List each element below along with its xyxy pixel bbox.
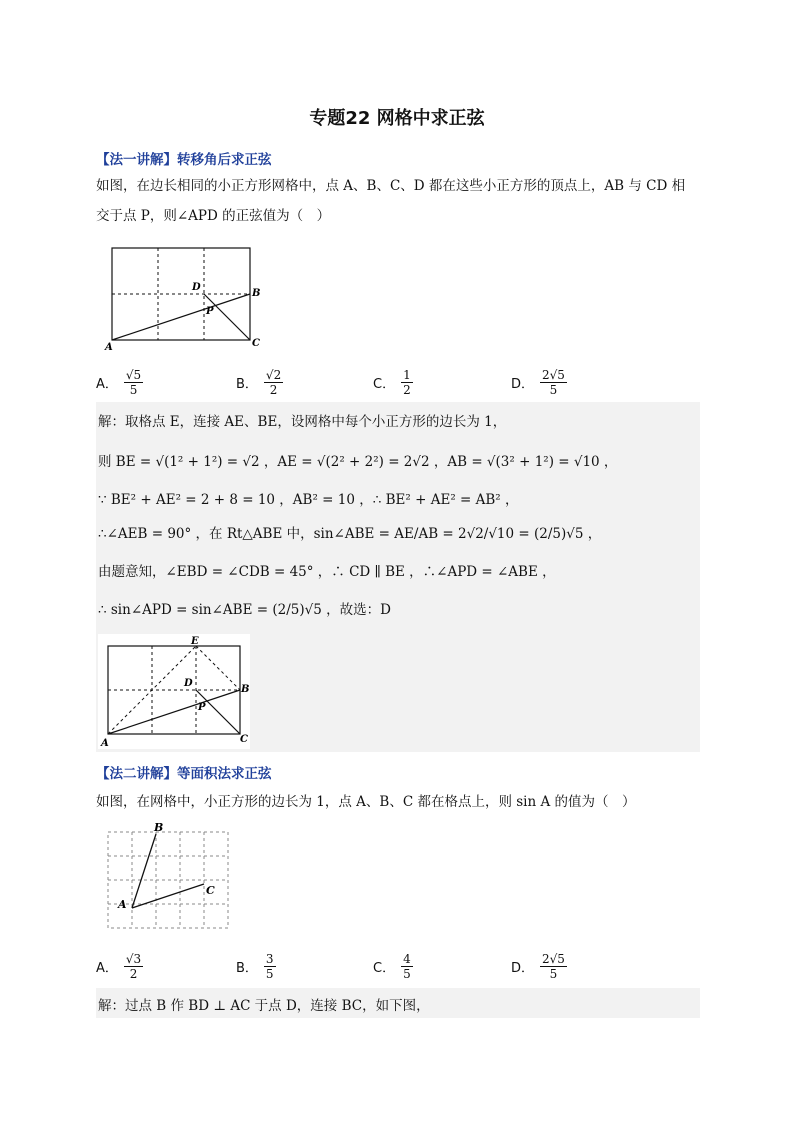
figure-solution-method1 (98, 634, 250, 749)
question2: 如图，在网格中，小正方形的边长为 1，点 A、B、C 都在格点上，则 sin A 的值为（ ） (96, 794, 636, 810)
section-heading-method1: 【法一讲解】转移角后求正弦 (96, 152, 272, 168)
option2-b[interactable]: B． $\frac{3}{5}$ (236, 951, 274, 981)
sol-point-label-c: C (240, 734, 248, 745)
solution2-line1: 解：过点 B 作 BD ⊥ AC 于点 D，连接 BC，如下图， (98, 998, 430, 1014)
point-label-b: B (252, 288, 261, 299)
options-method2 (96, 946, 700, 986)
solution1-line6: ∴ sin∠APD = sin∠ABE = (2/5)√5 ，故选：D (98, 602, 391, 618)
q2-point-label-b: B (154, 822, 164, 834)
option2-d[interactable]: D． $\frac{2√5}{5}$ (511, 951, 565, 981)
option-b[interactable]: B． $\frac{√2}{2}$ (236, 367, 282, 397)
point-label-c: C (252, 338, 260, 349)
sol-point-label-e: E (191, 636, 199, 647)
solution1-line2: 则 BE = √(1² + 1²) = √2 ，AE = √(2² + 2²) = 2√2 ，AB = √(3² + 1²) = √10 ， (98, 454, 618, 470)
option-a[interactable]: A． $\frac{√5}{5}$ (96, 367, 142, 397)
q2-point-label-a: A (118, 898, 127, 911)
sol-point-label-a: A (101, 738, 109, 749)
point-label-d: D (192, 282, 201, 293)
question1-line1: 如图，在边长相同的小正方形网格中，点 A、B、C、D 都在这些小正方形的顶点上，AB 与 CD 相 (96, 178, 686, 194)
page-title: 专题22 网格中求正弦 (309, 108, 485, 129)
solution1-line1: 解：取格点 E，连接 AE、BE，设网格中每个小正方形的边长为 1， (98, 414, 507, 430)
question1-line2: 交于点 P，则∠APD 的正弦值为（ ） (96, 208, 331, 224)
option-c[interactable]: C． $\frac{1}{2}$ (373, 367, 411, 397)
option-d[interactable]: D． $\frac{2√5}{5}$ (511, 367, 565, 397)
section-heading-method2: 【法二讲解】等面积法求正弦 (96, 766, 272, 782)
sol-point-label-b: B (241, 684, 250, 695)
sol-point-label-p: P (198, 702, 206, 713)
q2-point-label-c: C (206, 884, 215, 897)
solution-block-method2 (96, 988, 700, 1018)
point-label-p: P (206, 306, 214, 317)
solution1-line3: ∵ BE² + AE² = 2 + 8 = 10 ，AB² = 10 ，∴ BE² + AE² = AB² ， (98, 492, 519, 508)
solution1-line5: 由题意知，∠EBD = ∠CDB = 45° ，∴ CD ∥ BE ，∴∠APD = ∠ABE ， (98, 564, 556, 580)
solution1-line4: ∴∠AEB = 90° ，在 Rt△ABE 中，sin∠ABE = AE/AB = 2√2/√10 = (2/5)√5 ， (98, 526, 602, 542)
option2-a[interactable]: A． $\frac{√3}{2}$ (96, 951, 142, 981)
point-label-a: A (105, 342, 113, 350)
figure-method2 (104, 822, 234, 934)
figure-method1 (100, 238, 270, 350)
solution-block-method1 (96, 402, 700, 752)
options-method1 (96, 362, 700, 402)
sol-point-label-d: D (184, 678, 193, 689)
option2-c[interactable]: C． $\frac{4}{5}$ (373, 951, 411, 981)
